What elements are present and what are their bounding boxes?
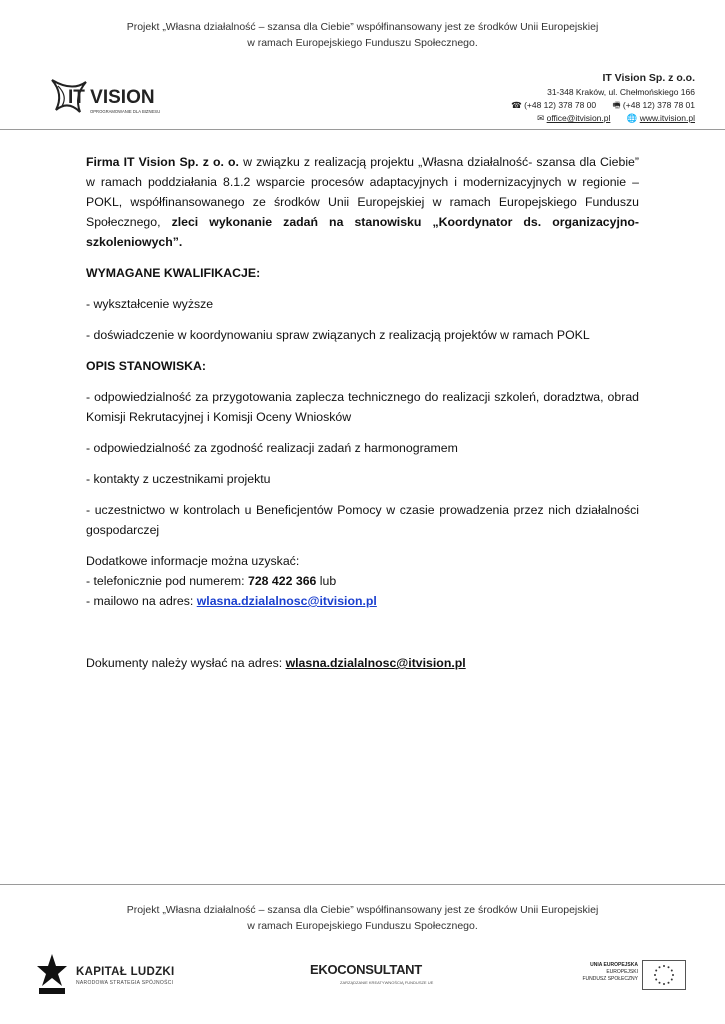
header-divider bbox=[0, 129, 725, 130]
it-vision-logo bbox=[46, 72, 186, 122]
eu-star bbox=[659, 982, 661, 984]
intro-text: w związku z realizacją projektu „Własna działalność- szansa dla Ciebie” w ramach poddziałania 8.1.2 wsparcie procesów adaptacyjnych i modernizacyjnych w regionie – POKL, współfinansowanego ze środków Unii Europejskiej w ramach Europejskiego Funduszu Społecznego, bbox=[86, 155, 639, 229]
company-phone: (+48 12) 378 78 00 bbox=[524, 100, 597, 110]
info-mail-link[interactable]: wlasna.dzialalnosc@itvision.pl bbox=[196, 594, 377, 608]
footer-divider bbox=[0, 884, 725, 885]
company-website[interactable]: www.itvision.pl bbox=[639, 113, 695, 123]
header-project-note bbox=[0, 19, 725, 51]
email-icon: ✉ bbox=[537, 113, 545, 123]
eu-sub2: FUNDUSZ SPOŁECZNY bbox=[582, 976, 638, 982]
ekoconsultant-subtitle: ZARZĄDZANIE KREATYWNOŚCIĄ FUNDUSZE UE bbox=[340, 980, 434, 985]
eu-sub1: EUROPEJSKI bbox=[606, 969, 638, 975]
fax-icon: 🖷 bbox=[612, 100, 621, 110]
phone-icon: ☎ bbox=[511, 100, 522, 110]
description-item: - odpowiedzialność za przygotowania zaplecza technicznego do realizacji szkoleń, doradztwa, obrad Komisji Rekrutacyjnej i Komisji Oceny Wniosków bbox=[86, 390, 639, 424]
description-item: - odpowiedzialność za zgodność realizacji zadań z harmonogramem bbox=[86, 441, 458, 455]
eu-star bbox=[654, 974, 656, 976]
documents-mail-link[interactable]: wlasna.dzialalnosc@itvision.pl bbox=[285, 656, 466, 670]
eu-star bbox=[655, 979, 657, 981]
logo-text: IT VISION bbox=[68, 87, 155, 108]
info-intro: Dodatkowe informacje można uzyskać: bbox=[86, 554, 300, 568]
description-item: - uczestnictwo w kontrolach u Beneficjentów Pomocy w czasie prowadzenia przez nich działalności gospodarczej bbox=[86, 503, 639, 537]
company-contacts bbox=[497, 112, 695, 125]
info-mail-line: - mailowo na adres: wlasna.dzialalnosc@itvision.pl bbox=[86, 594, 377, 608]
footer-project-line1: Projekt „Własna działalność – szansa dla Ciebie” współfinansowany jest ze środków Unii Europejskiej bbox=[126, 904, 599, 916]
web-icon: 🌐 bbox=[626, 113, 638, 123]
company-email[interactable]: office@itvision.pl bbox=[546, 113, 611, 123]
header-project-line1: Projekt „Własna działalność – szansa dla Ciebie” współfinansowany jest ze środków Unii Europejskiej bbox=[126, 21, 599, 33]
info-phone-line: - telefonicznie pod numerem: 728 422 366 lub bbox=[86, 574, 337, 588]
company-address: 31-348 Kraków, ul. Chełmońskiego 166 bbox=[547, 87, 695, 97]
qualification-item: - wykształcenie wyższe bbox=[86, 297, 214, 311]
intro-company: Firma IT Vision Sp. z o. o. bbox=[86, 155, 239, 169]
eu-star bbox=[671, 979, 673, 981]
kapital-ludzki-title: KAPITAŁ LUDZKI bbox=[76, 966, 175, 978]
footer-project-line2: w ramach Europejskiego Funduszu Społecznego. bbox=[247, 920, 478, 932]
eu-star bbox=[663, 965, 665, 967]
info-phone-number: 728 422 366 bbox=[248, 574, 317, 588]
kapital-ludzki-logo-icon bbox=[36, 952, 68, 996]
footer-project-note bbox=[0, 902, 725, 934]
company-info bbox=[497, 70, 695, 125]
company-name: IT Vision Sp. z o.o. bbox=[602, 72, 695, 84]
contact-info bbox=[86, 551, 639, 611]
eu-title: UNIA EUROPEJSKA bbox=[590, 962, 638, 968]
intro-position: zleci wykonanie zadań na stanowisku „Koordynator ds. organizacyjno- szkoleniowych”. bbox=[86, 215, 639, 249]
eu-star bbox=[668, 966, 670, 968]
eu-star bbox=[672, 974, 674, 976]
eu-star bbox=[668, 982, 670, 984]
description-heading: OPIS STANOWISKA: bbox=[86, 359, 207, 373]
eu-label bbox=[560, 962, 638, 983]
document-body bbox=[86, 152, 639, 673]
intro-paragraph bbox=[86, 152, 639, 252]
eu-star bbox=[655, 970, 657, 972]
header-project-line2: w ramach Europejskiego Funduszu Społecznego. bbox=[247, 37, 478, 49]
documents-line: Dokumenty należy wysłać na adres: wlasna.dzialalnosc@itvision.pl bbox=[86, 656, 466, 670]
eu-star bbox=[671, 970, 673, 972]
description-item: - kontakty z uczestnikami projektu bbox=[86, 472, 271, 486]
eu-star bbox=[663, 983, 665, 985]
company-fax: (+48 12) 378 78 01 bbox=[622, 100, 695, 110]
logo-subtitle: OPROGRAMOWANIE DLA BIZNESU bbox=[90, 109, 161, 114]
qualification-item: - doświadczenie w koordynowaniu spraw związanych z realizacją projektów w ramach POKL bbox=[86, 328, 590, 342]
qualifications-heading: WYMAGANE KWALIFIKACJE: bbox=[86, 266, 261, 280]
kapital-ludzki-subtitle: NARODOWA STRATEGIA SPÓJNOŚCI bbox=[76, 980, 174, 986]
eu-flag-icon bbox=[642, 960, 686, 990]
company-phones bbox=[497, 99, 695, 112]
ekoconsultant-logo: EKOCONSULTANT bbox=[310, 962, 422, 977]
eu-star bbox=[659, 966, 661, 968]
